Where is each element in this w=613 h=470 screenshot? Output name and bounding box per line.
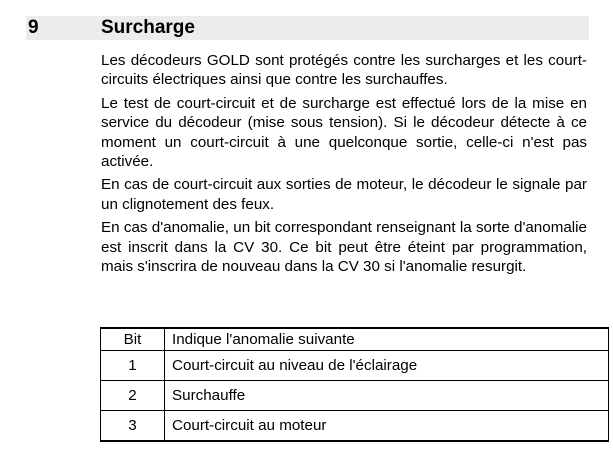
paragraph-anomaly: En cas d'anomalie, un bit correspondant renseignant la sorte d'anomalie est inscrit dans la CV 30. Ce bit peut être éteint par programmation, mais s'inscrira de nouveau dans la CV 30 si l'anomalie resurgit. xyxy=(101,219,587,276)
table-row xyxy=(101,411,609,442)
table-cell-anomaly: Court-circuit au niveau de l'éclairage xyxy=(165,351,609,381)
anomaly-table xyxy=(100,327,609,442)
table-cell-bit: 3 xyxy=(101,411,165,442)
table-row xyxy=(101,381,609,411)
table-header-anomaly: Indique l'anomalie suivante xyxy=(165,328,609,351)
table-row xyxy=(101,351,609,381)
paragraph-motor-short: En cas de court-circuit aux sorties de moteur, le décodeur le signale par un clignotement des feux. xyxy=(101,176,587,213)
paragraph-protection: Les décodeurs GOLD sont protégés contre les surcharges et les court-circuits électriques ainsi que contre les surchauffes. xyxy=(101,52,587,89)
section-title: Surcharge xyxy=(101,17,195,38)
table-cell-bit: 2 xyxy=(101,381,165,411)
table-cell-anomaly: Surchauffe xyxy=(165,381,609,411)
table-header-bit: Bit xyxy=(101,328,165,351)
paragraph-test: Le test de court-circuit et de surcharge est effectué lors de la mise en service du décodeur (mise sous tension). Si le décodeur détecte à ce moment un court-circuit à une quelconque sortie, celle-ci n'est pas activée. xyxy=(101,94,587,171)
section-body xyxy=(101,51,587,280)
table-cell-anomaly: Court-circuit au moteur xyxy=(165,411,609,442)
table-cell-bit: 1 xyxy=(101,351,165,381)
table-header-row xyxy=(101,328,609,351)
section-number: 9 xyxy=(28,17,39,38)
